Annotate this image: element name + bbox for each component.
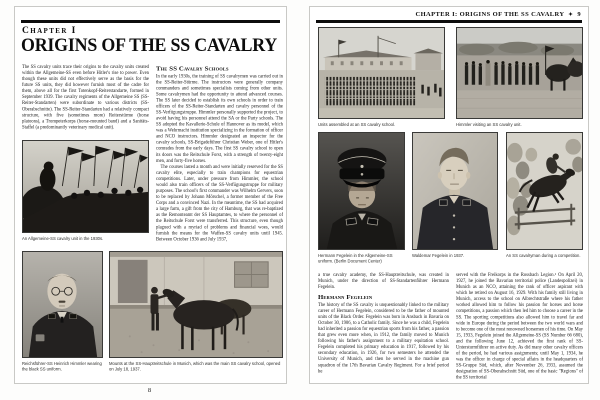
chapter-label: Chapter I xyxy=(22,26,77,36)
mounts-illustration xyxy=(110,252,282,357)
caption-waldemar-fegelein: Waldemar Fegelein in 1937. xyxy=(412,253,465,258)
right-page-number: 9 xyxy=(577,11,581,18)
photo-hermann-fegelein xyxy=(318,132,405,250)
himmler-portrait-illustration xyxy=(23,252,102,357)
schools-paragraph-2: The courses lasted a month and were initially reserved for the SS cavalry elite, especially to train champions for equestrian competitions. Later, under pressure from Himmler, the school would also train officers of the SS-Verfügungstruppe for military purposes. The school's first commander was Wilhelm Gervers, soon to be replaced by Johann Mörschel, a former member of the Free Corps and a convinced Nazi. In the meantime, the SS had acquired a large farm, a gift from the city of Hamburg, that was re-baptized as the Remonteamt der SS Hauptamtes, to where the personnel of the Reitschule Forst were transferred. This structure, even though plagued with a myriad of problems and financial woes, would furnish the means for the Waffen-SS cavalry units until 1945. Between October 1936 and July 1937, xyxy=(156,164,283,242)
photo-himmler-visit xyxy=(456,27,583,119)
caption-riding-school-mounts: Mounts at the SS-Hauptreitschule in Munich, which was the main SS cavalry school, opened on July 18, 1937. xyxy=(109,361,281,372)
chapter-rule xyxy=(21,20,280,23)
caption-school-assembly: Units assembled at an SS cavalry school. xyxy=(318,122,396,127)
competition-rider-illustration xyxy=(507,133,582,249)
waldemar-fegelein-illustration xyxy=(413,133,497,249)
fegelein-column-left xyxy=(318,272,449,381)
himmler-visit-illustration xyxy=(457,28,582,118)
caption-himmler-visit: Himmler visiting an SS cavalry unit. xyxy=(456,122,522,127)
header-rule xyxy=(316,20,582,23)
left-page xyxy=(14,6,287,384)
caption-himmler-portrait: Reichsführer-SS Heinrich Himmler wearing the black SS uniform. xyxy=(22,361,102,372)
cavalry-unit-illustration xyxy=(23,141,148,232)
left-page-number: 8 xyxy=(147,387,152,394)
fegelein-paragraph: The history of the SS cavalry is unquestionably linked to the military career of Hermann Fegelein, considered to be the father of mounted units of the Black Order. Fegelein was born in Ansbach in Bavaria on October 30, 1906, to a Catholic family. Since he was a child, Fegelein had inherited a passion for equestrian sports from his father, a passion that grew even more when, in 1912, the family moved to Munich following his father's assignment to a military equitation school. Fegelein completed his primary education in 1917, followed by his secondary education, in 1926, for two semesters he attended the University of Munich, and then he served in the machine gun squadron of the 17th Bavarian Cavalry Regiment. For a brief period he xyxy=(318,302,449,374)
photo-competition-rider xyxy=(506,132,583,250)
running-header-text: CHAPTER I: ORIGINS OF THE SS CAVALRY xyxy=(415,11,565,18)
photo-himmler-portrait xyxy=(22,251,103,358)
school-assembly-illustration xyxy=(319,28,444,118)
intro-column xyxy=(22,64,149,138)
photo-waldemar-fegelein xyxy=(412,132,498,250)
running-header xyxy=(415,11,581,18)
photo-school-assembly xyxy=(318,27,445,119)
caption-cavalry-unit: An Allgemeine-SS cavalry unit in the 1930s. xyxy=(22,236,104,241)
schools-paragraph-1: In the early 1930s, the training of SS cavalrymen was carried out in the SS-Reiter-Stürme. The instructors were generally company commanders and sometimes specialists coming from other units. Some cavalrymen had the opportunity to attend advanced courses. The SS later decided to establish its own schools in order to train officers of the SS-Reiter-Standarten and cavalry personnel of the SS-Verfügungstruppe. Himmler personally supported the project, to avoid having his personnel attend the SA or the Party schools. The SS adopted the Kavallerie-Schule of Hannover as its model, which was a Wehrmacht institution specializing in the formation of officer and NCO instructors. Himmler designated an inspector for the cavalry schools, SS-Brigadeführer Christian Weber, one of Hitler's comrades from the early days. The first SS cavalry school to open its doors was the Reitschule Forst, with a strength of twenty-eight men, and forty-five horses. xyxy=(156,73,283,164)
continuation-paragraph: served with the Freikorps in the Rossbach Legion.¹ On April 20, 1927, he joined the Bavarian territorial police (Landespolizei) in Munich as an NCO, attaining the rank of officer aspirant with which he retired on August 16, 1929. With his family still living in Munich, access to the school on Albrechtstraße where his father worked allowed him to follow his passion for horses and horse competitions, a passion which then led him to choose a career in the SS. The sporting competitions also allowed him to travel far and wide in Europe during the period between the two world wars and to become one of the most renowned horsemen of his time. On May 15, 1933, Fegelein joined the Allgemeine-SS (SS Number 66 680), and the following June 12, achieved the first rank of SS-Untersturmführer on active duty. As did many other cavalry officers of the period, he had various assignments; until May 1, 1934, he was the officer in charge of special affairs in the headquarters of SS-Gruppe Süd, which, after November 26, 1933, assumed the designation of SS-Oberabschnitt Süd, one of the basic "Regions" of the SS territorial xyxy=(456,272,583,381)
fegelein-column-right xyxy=(456,272,583,381)
photo-cavalry-unit xyxy=(22,140,149,233)
intro-paragraph: The SS cavalry units trace their origins to the cavalry units created within the Allgemeine-SS even before Hitler's rise to power. Even though these units did not effectively serve as the basis for the future SS units, they did however furnish most of the cadre for them, above all for the first Totenkopf-Reiterstandarte, formed in September 1939. The cavalry regiments of the Allgemeine SS (SS-Reiter-Standarten) were subordinate to various districts (SS-Oberabschnitte). The SS-Reiter-Standarten had a relatively compact structure, with five (sometimes more) Reiterstürme (horse platoons), a Trompeterkorps (horse-mounted band) and a Sanitäts-Staffel (a predominantly veterinary medical unit). xyxy=(22,64,149,130)
page-title: ORIGINS OF THE SS CAVALRY xyxy=(21,35,278,56)
lead-paragraph: a true cavalry academy, the SS-Hauptreitschule, was created in Munich, under the direction of SS-Standartenführer Hermann Fegelein. xyxy=(318,272,449,290)
right-page xyxy=(309,6,589,384)
photo-riding-school-mounts xyxy=(109,251,283,358)
section-heading-schools: The SS Cavalry Schools xyxy=(156,64,229,72)
hermann-fegelein-illustration xyxy=(319,133,404,249)
caption-competition-rider: An SS cavalryman during a competition. xyxy=(506,253,581,258)
section-heading-fegelein: Hermann Fegelein xyxy=(318,293,373,301)
caption-hermann-fegelein: Hermann Fegelein in the Allgemeine-SS uniform. (Berlin Document Center) xyxy=(318,253,393,264)
header-ornament-icon: ✦ xyxy=(568,12,574,18)
